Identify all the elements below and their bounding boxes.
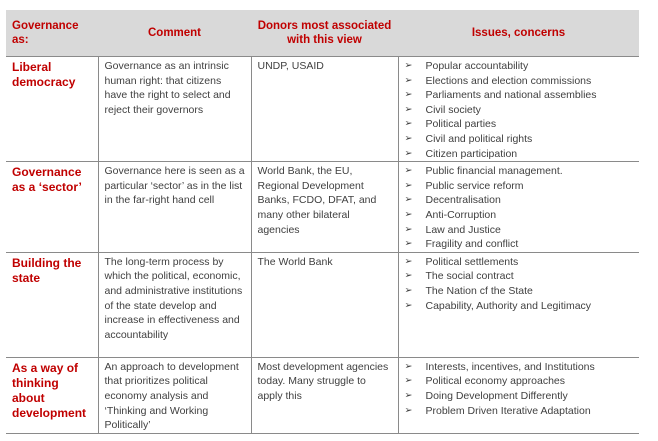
list-item: ➢ Problem Driven Iterative Adaptation [405,404,636,419]
table-row [6,162,639,253]
row-donors: The World Bank [251,252,398,357]
list-item: ➢ The Nation cf the State [405,284,636,299]
governance-table [6,10,639,434]
table-row [6,252,639,357]
row-donors: World Bank, the EU, Regional Development Banks, FCDO, DFAT, and many other bilateral agencies [251,162,398,253]
row-label-liberal-democracy: Liberal democracy [6,57,98,162]
row-issues [398,57,639,162]
table-header-row [6,10,639,57]
list-item: ➢ Political economy approaches [405,374,636,389]
header-comment: Comment [98,10,251,57]
header-donors: Donors most associated with this view [251,10,398,57]
header-governance: Governance as: [6,10,98,57]
row-comment: Governance as an intrinsic human right: that citizens have the right to select and reject their governors [98,57,251,162]
list-item: ➢ Civil and political rights [405,132,636,147]
row-label-governance-sector: Governance as a ‘sector’ [6,162,98,253]
list-item: ➢ Political settlements [405,255,636,270]
row-donors: Most development agencies today. Many struggle to apply this [251,357,398,433]
list-item: ➢ Public service reform [405,179,636,194]
list-item: ➢ Citizen participation [405,147,636,162]
issues-list [405,360,636,418]
issues-list [405,164,636,252]
list-item: ➢ Parliaments and national assemblies [405,88,636,103]
row-donors: UNDP, USAID [251,57,398,162]
header-issues: Issues, concerns [398,10,639,57]
list-item: ➢ Capability, Authority and Legitimacy [405,299,636,314]
list-item: ➢ Law and Justice [405,223,636,238]
list-item: ➢ Elections and election commissions [405,74,636,89]
list-item: ➢ Political parties [405,117,636,132]
row-issues [398,162,639,253]
table-row [6,357,639,433]
table-row [6,57,639,162]
list-item: ➢ Civil society [405,103,636,118]
list-item: ➢ Fragility and conflict [405,237,636,252]
list-item: ➢ Popular accountability [405,59,636,74]
issues-list [405,59,636,161]
row-issues [398,252,639,357]
issues-list [405,255,636,313]
row-label-building-the-state: Building the state [6,252,98,357]
list-item: ➢ The social contract [405,269,636,284]
list-item: ➢ Decentralisation [405,193,636,208]
list-item: ➢ Public financial management. [405,164,636,179]
row-label-way-of-thinking: As a way of thinking about development [6,357,98,433]
row-comment: The long-term process by which the political, economic, and administrative institutions of the state develop and increase in effectiveness and accountability [98,252,251,357]
list-item: ➢ Anti-Corruption [405,208,636,223]
list-item: ➢ Doing Development Differently [405,389,636,404]
row-comment: An approach to development that prioritizes political economy analysis and ‘Thinking and Working Politically’ [98,357,251,433]
list-item: ➢ Interests, incentives, and Institutions [405,360,636,375]
row-issues [398,357,639,433]
row-comment: Governance here is seen as a particular ‘sector’ as in the list in the far-right hand cell [98,162,251,253]
